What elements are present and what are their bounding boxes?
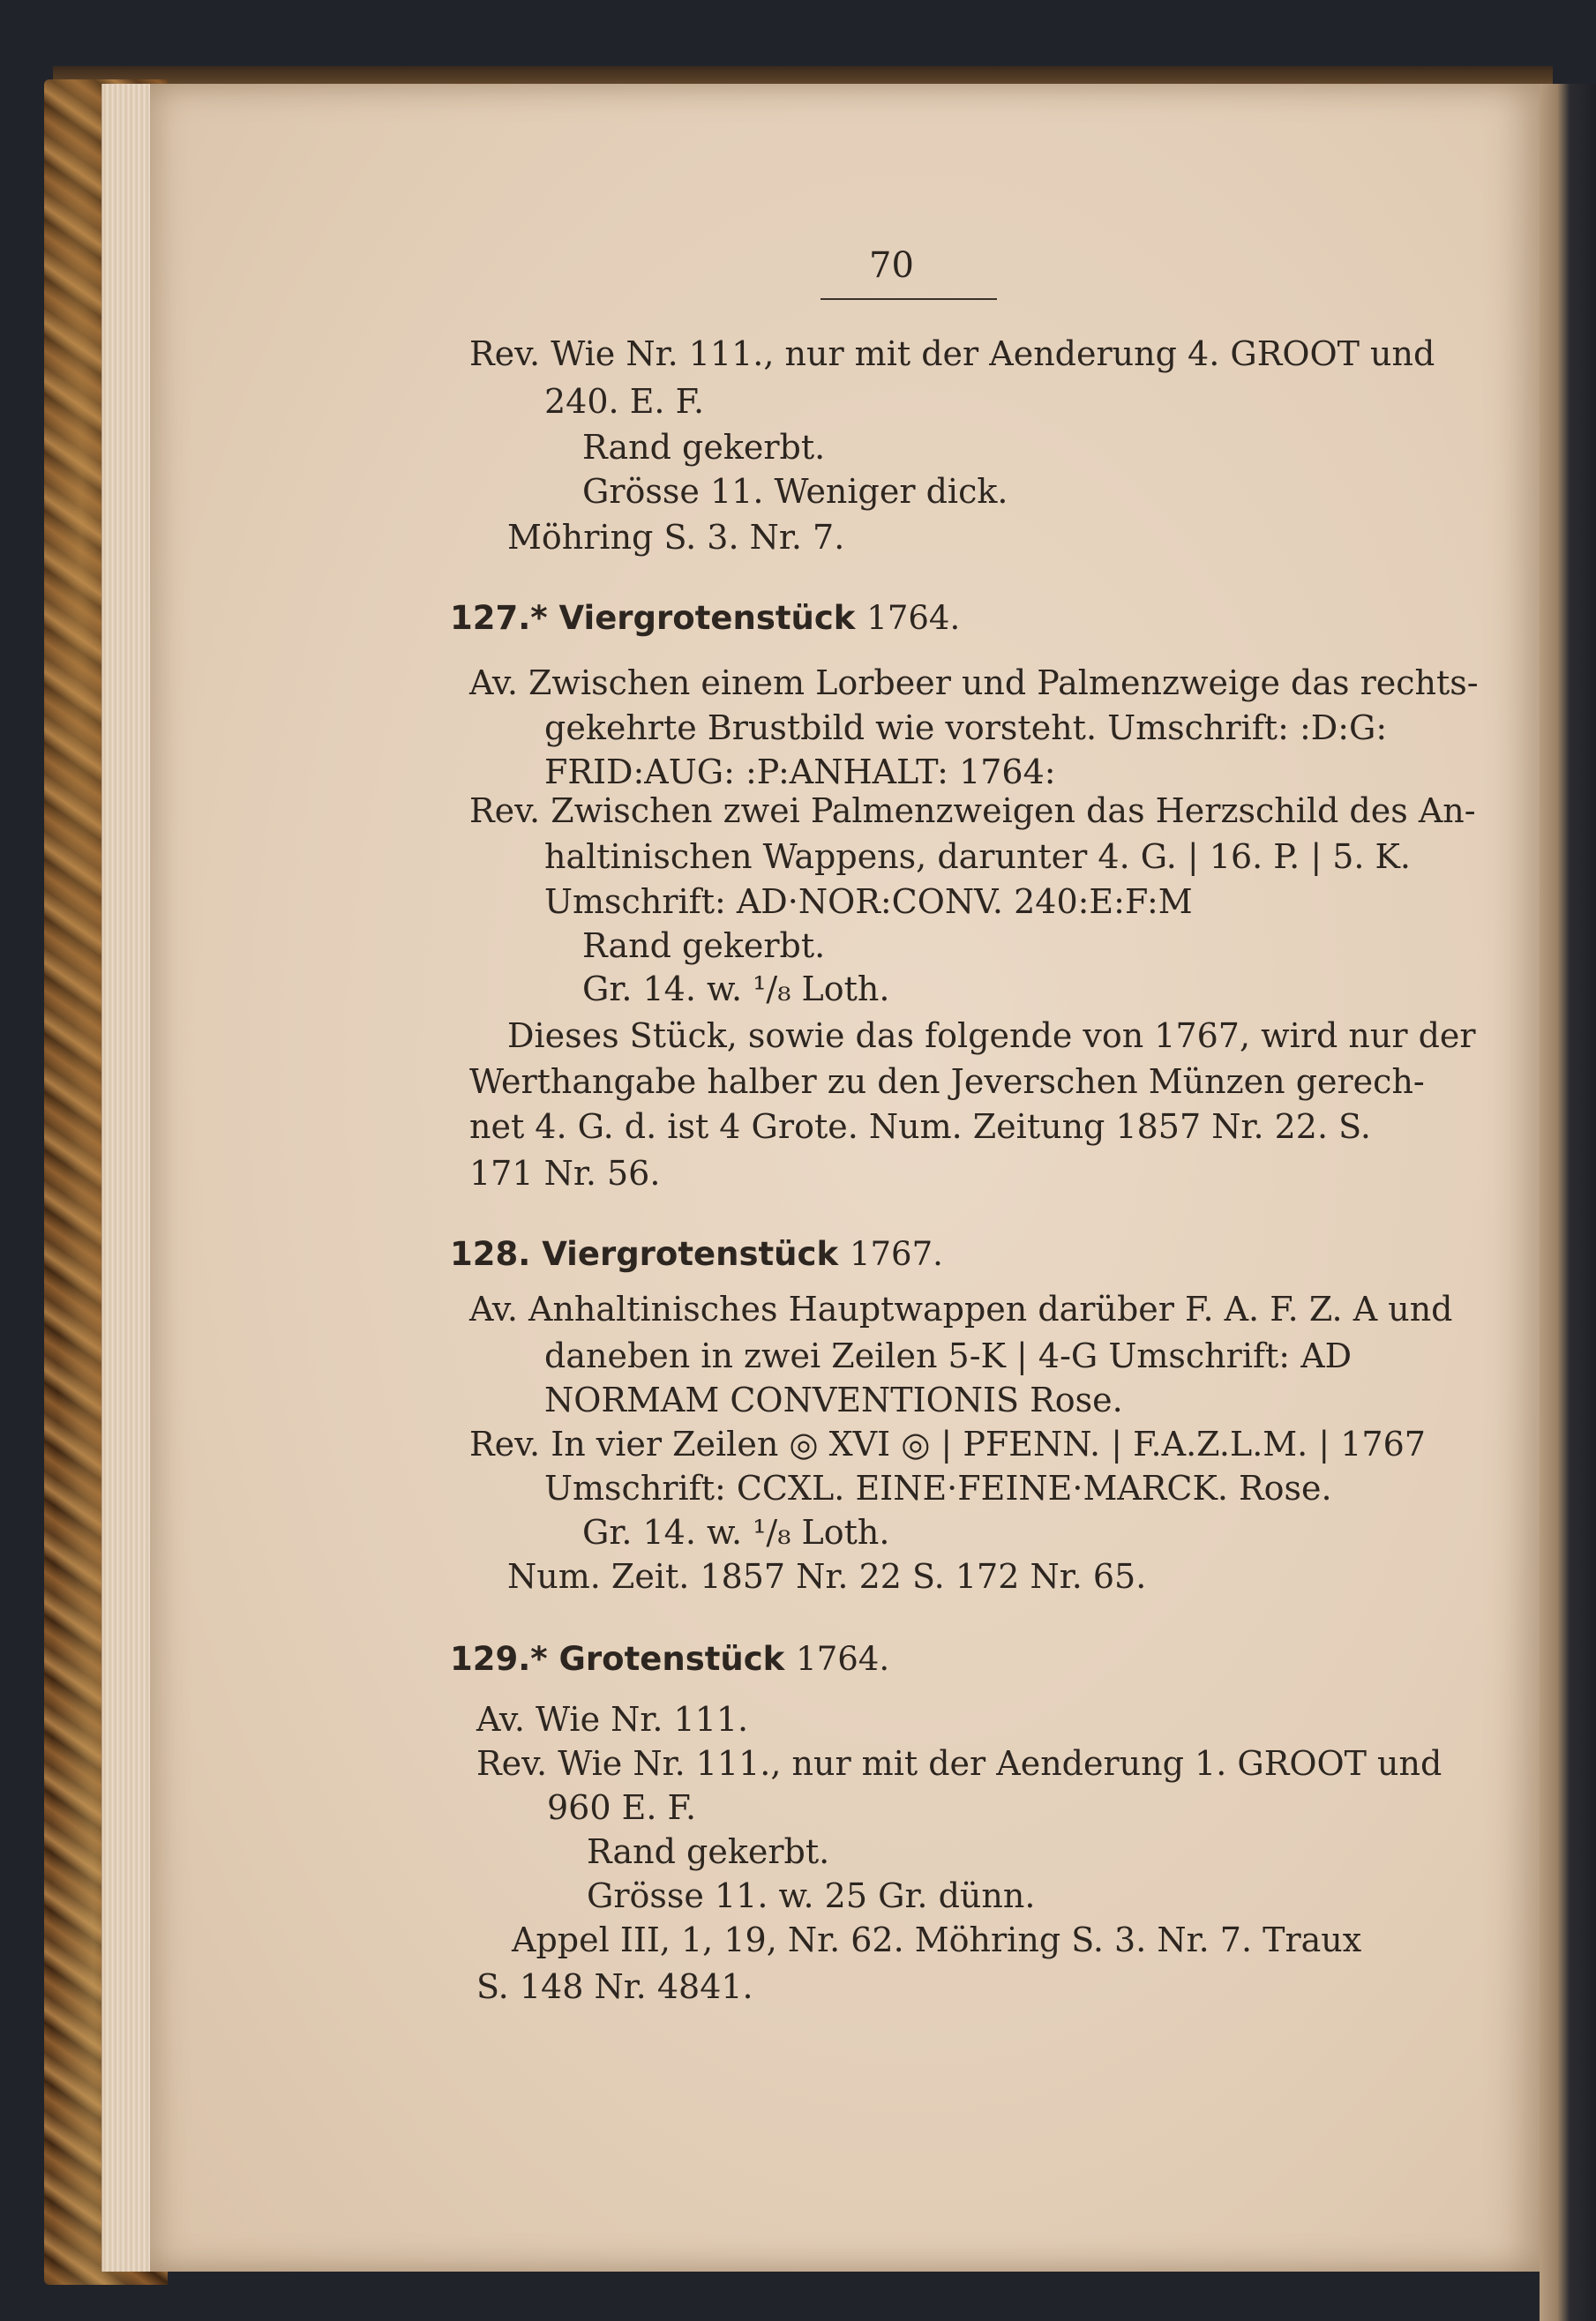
text-line: Gr. 14. w. ¹/₈ Loth. <box>582 1513 890 1552</box>
entry-title: Grotenstück <box>558 1640 785 1678</box>
text-line: Grösse 11. w. 25 Gr. dünn. <box>587 1876 1036 1915</box>
entry-heading-129 <box>450 1640 890 1678</box>
entry-number: 128. <box>450 1235 531 1273</box>
entry-number: 127.* <box>450 599 548 637</box>
text-line: daneben in zwei Zeilen 5-K | 4-G Umschrift: AD <box>544 1336 1352 1375</box>
text-line: Rev. In vier Zeilen ◎ XVI ◎ | PFENN. | F.A.Z.L.M. | 1767 <box>469 1425 1426 1464</box>
text-line: FRID:AUG: :P:ANHALT: 1764: <box>544 752 1056 791</box>
text-line: Rev. Wie Nr. 111., nur mit der Aenderung 4. GROOT und <box>469 334 1435 373</box>
text-line: 240. E. F. <box>544 382 705 421</box>
text-line: Rand gekerbt. <box>587 1832 830 1871</box>
text-line: Av. Zwischen einem Lorbeer und Palmenzweige das rechts- <box>469 663 1479 702</box>
entry-title: Viergrotenstück <box>558 599 856 637</box>
text-line: NORMAM CONVENTIONIS Rose. <box>544 1381 1123 1419</box>
entry-year: 1764. <box>796 1640 890 1678</box>
text-line: Rev. Zwischen zwei Palmenzweigen das Herzschild des An- <box>469 791 1476 830</box>
text-line: Gr. 14. w. ¹/₈ Loth. <box>582 970 890 1008</box>
entry-heading-127 <box>450 599 961 637</box>
text-line: 171 Nr. 56. <box>469 1154 661 1193</box>
text-line: Möhring S. 3. Nr. 7. <box>507 518 845 557</box>
entry-year: 1764. <box>866 599 961 637</box>
text-line: 960 E. F. <box>547 1788 697 1827</box>
text-line: Rev. Wie Nr. 111., nur mit der Aenderung 1. GROOT und <box>476 1744 1442 1783</box>
entry-title: Viergrotenstück <box>542 1235 839 1273</box>
text-line: Appel III, 1, 19, Nr. 62. Möhring S. 3. Nr. 7. Traux <box>512 1920 1362 1959</box>
text-line: Umschrift: CCXL. EINE·FEINE·MARCK. Rose. <box>544 1469 1332 1508</box>
book-cover-right <box>1540 84 1596 2321</box>
text-line: Grösse 11. Weniger dick. <box>582 472 1008 511</box>
text-line: Av. Anhaltinisches Hauptwappen darüber F. A. F. Z. A und <box>469 1290 1453 1329</box>
text-line: S. 148 Nr. 4841. <box>476 1967 753 2006</box>
text-line: Av. Wie Nr. 111. <box>476 1700 749 1739</box>
text-line: haltinischen Wappens, darunter 4. G. | 16. P. | 5. K. <box>544 837 1412 876</box>
text-line: Umschrift: AD·NOR:CONV. 240:E:F:M <box>544 882 1193 921</box>
text-line: gekehrte Brustbild wie vorsteht. Umschrift: :D:G: <box>544 708 1388 747</box>
text-line: Num. Zeit. 1857 Nr. 22 S. 172 Nr. 65. <box>507 1557 1147 1596</box>
entry-year: 1767. <box>849 1235 943 1273</box>
text-line: Dieses Stück, sowie das folgende von 1767, wird nur der <box>507 1016 1476 1055</box>
text-line: Werthangabe halber zu den Jeverschen Münzen gerech- <box>469 1062 1425 1101</box>
entry-heading-128 <box>450 1235 943 1273</box>
text-line: net 4. G. d. ist 4 Grote. Num. Zeitung 1857 Nr. 22. S. <box>469 1107 1371 1146</box>
entry-number: 129.* <box>450 1640 548 1678</box>
header-rule <box>820 298 997 300</box>
page-number: 70 <box>869 245 914 286</box>
text-line: Rand gekerbt. <box>582 926 826 965</box>
text-line: Rand gekerbt. <box>582 428 826 467</box>
